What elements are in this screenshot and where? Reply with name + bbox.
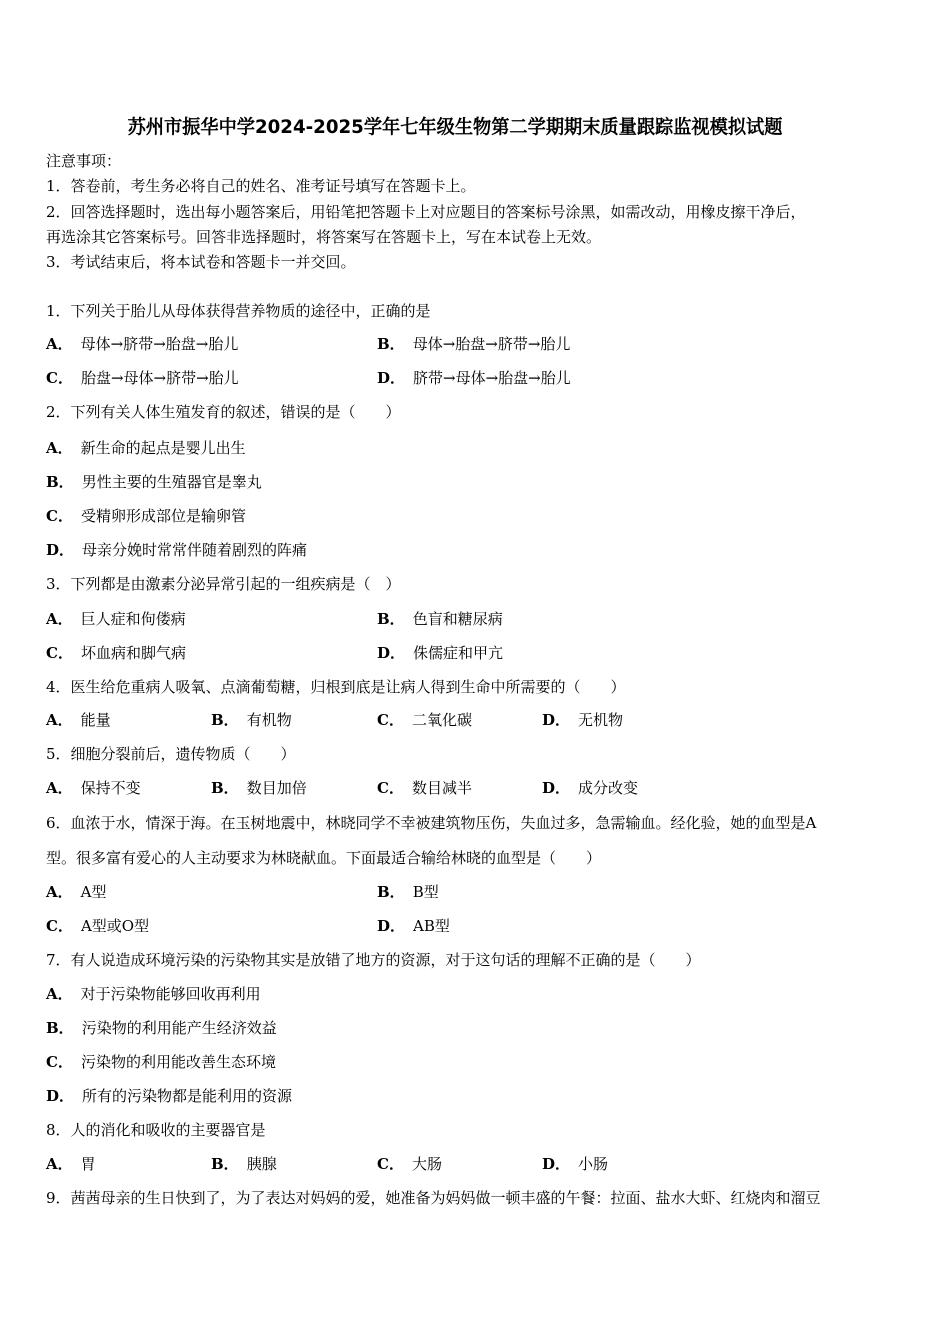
option-text: 小肠 <box>578 1155 609 1173</box>
option-c[interactable] <box>46 368 239 388</box>
option-text: 受精卵形成部位是输卵管 <box>80 507 246 525</box>
option-c[interactable] <box>46 506 246 526</box>
option-text: 巨人症和佝偻病 <box>80 610 186 628</box>
option-b[interactable] <box>211 710 292 730</box>
option-letter: B． <box>211 1155 239 1173</box>
option-letter: A． <box>46 985 73 1003</box>
option-letter: D． <box>377 917 406 935</box>
option-b[interactable] <box>211 1154 277 1174</box>
option-d[interactable] <box>46 540 307 560</box>
option-text: 色盲和糖尿病 <box>412 610 503 628</box>
option-c[interactable] <box>377 778 472 798</box>
question-stem: 5．细胞分裂前后，遗传物质（ ） <box>46 745 296 763</box>
option-letter: B． <box>377 610 405 628</box>
option-text: 胰腺 <box>246 1155 277 1173</box>
option-letter: C． <box>377 779 404 797</box>
option-letter: B． <box>377 883 405 901</box>
option-text: 坏血病和脚气病 <box>80 644 186 662</box>
option-text: 新生命的起点是婴儿出生 <box>80 439 246 457</box>
option-text: 母体→胎盘→脐带→胎儿 <box>412 335 571 353</box>
question-stem: 3．下列都是由激素分泌异常引起的一组疾病是（ ） <box>46 575 401 593</box>
option-d[interactable] <box>542 1154 608 1174</box>
option-text: 污染物的利用能改善生态环境 <box>80 1053 276 1071</box>
question-stem: 8．人的消化和吸收的主要器官是 <box>46 1121 266 1139</box>
notice-item: 2．回答选择题时，选出每小题答案后，用铅笔把答题卡上对应题目的答案标号涂黑，如需改动，用橡皮擦干净后， <box>46 203 806 221</box>
option-letter: D． <box>542 779 571 797</box>
option-letter: C． <box>46 644 73 662</box>
option-b[interactable] <box>46 472 262 492</box>
question-stem: 6．血浓于水，情深于海。在玉树地震中，林晓同学不幸被建筑物压伤，失血过多，急需输血。经化验，她的血型是A <box>46 814 817 832</box>
option-text: 成分改变 <box>578 779 639 797</box>
option-letter: B． <box>377 335 405 353</box>
option-c[interactable] <box>377 710 472 730</box>
option-b[interactable] <box>211 778 307 798</box>
option-c[interactable] <box>377 1154 442 1174</box>
option-text: 数目减半 <box>411 779 472 797</box>
option-b[interactable] <box>377 334 570 354</box>
option-d[interactable] <box>377 916 450 936</box>
notice-heading: 注意事项： <box>46 152 122 170</box>
option-letter: C． <box>377 1155 404 1173</box>
option-text: 能量 <box>80 711 111 729</box>
option-letter: D． <box>542 711 571 729</box>
option-a[interactable] <box>46 334 238 354</box>
option-text: 无机物 <box>578 711 624 729</box>
option-letter: A． <box>46 711 73 729</box>
option-text: 所有的污染物都是能利用的资源 <box>82 1087 293 1105</box>
option-a[interactable] <box>46 1154 96 1174</box>
option-letter: A． <box>46 610 73 628</box>
option-a[interactable] <box>46 778 141 798</box>
option-text: A型或O型 <box>80 917 150 935</box>
option-letter: A． <box>46 1155 73 1173</box>
option-text: 二氧化碳 <box>411 711 472 729</box>
option-text: B型 <box>412 883 439 901</box>
option-a[interactable] <box>46 438 246 458</box>
option-b[interactable] <box>46 1018 277 1038</box>
option-d[interactable] <box>377 368 571 388</box>
option-text: A型 <box>80 883 107 901</box>
page-title: 苏州市振华中学2024-2025学年七年级生物第二学期期末质量跟踪监视模拟试题 <box>127 116 783 138</box>
option-text: AB型 <box>413 917 450 935</box>
option-letter: B． <box>46 1019 74 1037</box>
option-text: 母亲分娩时常常伴随着剧烈的阵痛 <box>82 541 308 559</box>
option-letter: B． <box>46 473 74 491</box>
option-a[interactable] <box>46 984 261 1004</box>
option-text: 保持不变 <box>80 779 141 797</box>
option-text: 胎盘→母体→脐带→胎儿 <box>80 369 239 387</box>
option-letter: C． <box>46 917 73 935</box>
option-letter: B． <box>211 779 239 797</box>
option-text: 男性主要的生殖器官是睾丸 <box>81 473 262 491</box>
question-stem: 型。很多富有爱心的人主动要求为林晓献血。下面最适合输给林晓的血型是（ ） <box>46 849 602 867</box>
option-letter: C． <box>46 507 73 525</box>
notice-item: 1．答卷前，考生务必将自己的姓名、准考证号填写在答题卡上。 <box>46 177 476 195</box>
option-letter: D． <box>542 1155 571 1173</box>
option-letter: A． <box>46 439 73 457</box>
question-stem: 4．医生给危重病人吸氧、点滴葡萄糖，归根到底是让病人得到生命中所需要的（ ） <box>46 678 626 696</box>
option-b[interactable] <box>377 609 503 629</box>
option-d[interactable] <box>46 1086 292 1106</box>
option-text: 大肠 <box>411 1155 442 1173</box>
option-c[interactable] <box>46 916 149 936</box>
option-text: 污染物的利用能产生经济效益 <box>81 1019 277 1037</box>
option-text: 胃 <box>80 1155 96 1173</box>
question-stem: 9．茜茜母亲的生日快到了，为了表达对妈妈的爱，她准备为妈妈做一顿丰盛的午餐：拉面、盐水大虾、红烧肉和溜豆 <box>46 1189 821 1207</box>
notice-item: 再选涂其它答案标号。回答非选择题时，将答案写在答题卡上，写在本试卷上无效。 <box>46 228 602 246</box>
question-stem: 7．有人说造成环境污染的污染物其实是放错了地方的资源，对于这句话的理解不正确的是（ ） <box>46 951 701 969</box>
option-a[interactable] <box>46 710 111 730</box>
option-text: 脐带→母体→胎盘→胎儿 <box>413 369 571 387</box>
option-c[interactable] <box>46 643 186 663</box>
option-letter: C． <box>46 369 73 387</box>
question-stem: 1．下列关于胎儿从母体获得营养物质的途径中，正确的是 <box>46 302 431 320</box>
notice-item: 3．考试结束后，将本试卷和答题卡一并交回。 <box>46 253 356 271</box>
question-stem: 2．下列有关人体生殖发育的叙述，错误的是（ ） <box>46 403 401 421</box>
option-d[interactable] <box>542 710 623 730</box>
option-letter: D． <box>46 541 75 559</box>
option-text: 有机物 <box>246 711 292 729</box>
option-letter: D． <box>377 369 406 387</box>
option-text: 侏儒症和甲亢 <box>413 644 504 662</box>
option-d[interactable] <box>377 643 503 663</box>
option-letter: D． <box>377 644 406 662</box>
option-a[interactable] <box>46 609 186 629</box>
option-text: 母体→脐带→胎盘→胎儿 <box>80 335 239 353</box>
option-a[interactable] <box>46 882 106 902</box>
option-letter: A． <box>46 883 73 901</box>
option-b[interactable] <box>377 882 439 902</box>
option-letter: A． <box>46 779 73 797</box>
option-c[interactable] <box>46 1052 276 1072</box>
option-letter: D． <box>46 1087 75 1105</box>
option-text: 数目加倍 <box>246 779 307 797</box>
option-text: 对于污染物能够回收再利用 <box>80 985 261 1003</box>
option-letter: C． <box>377 711 404 729</box>
option-letter: A． <box>46 335 73 353</box>
option-d[interactable] <box>542 778 638 798</box>
option-letter: C． <box>46 1053 73 1071</box>
option-letter: B． <box>211 711 239 729</box>
